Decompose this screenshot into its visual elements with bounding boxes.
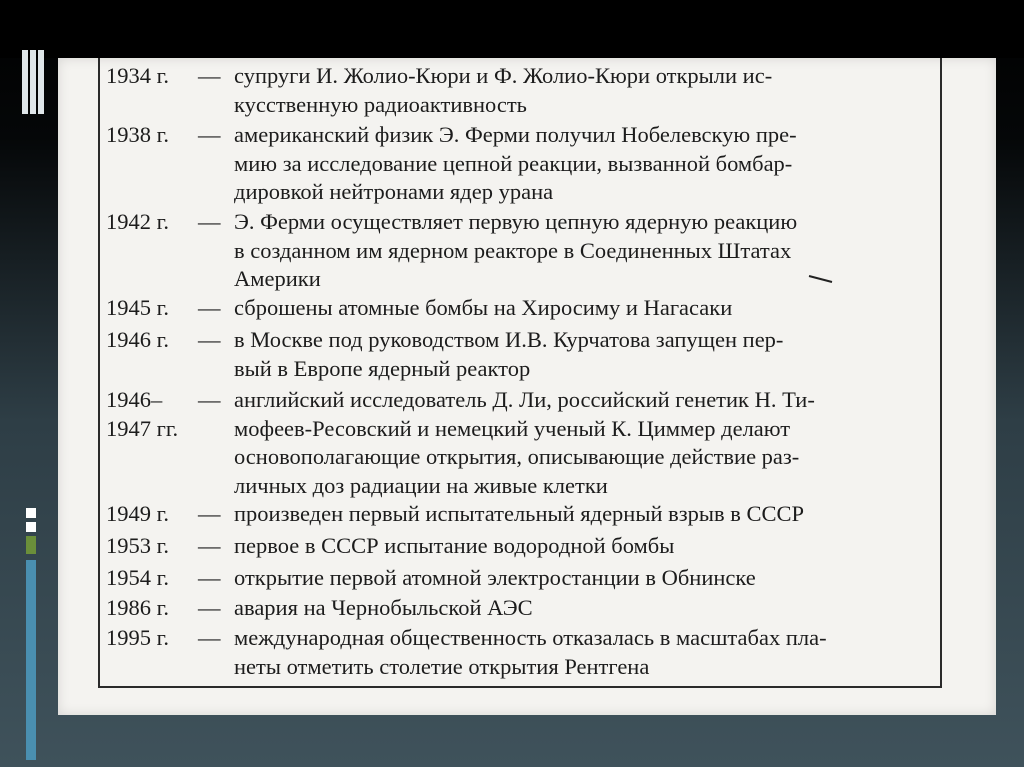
entry-description — [234, 532, 934, 561]
entry-dash: — — [198, 625, 221, 650]
entry-dash: — — [198, 565, 221, 590]
entry-year — [106, 62, 192, 91]
entry-description — [234, 62, 934, 119]
entry-year — [106, 594, 192, 623]
entry-year-line: 1946 г. — [106, 327, 169, 352]
entry-year — [106, 208, 192, 237]
entry-year-line: 1938 г. — [106, 122, 169, 147]
entry-year — [106, 326, 192, 355]
entry-year-line: 1954 г. — [106, 565, 169, 590]
entry-dash: — — [198, 122, 221, 147]
entry-description — [234, 326, 934, 383]
entry-text-line: произведен первый испытательный ядерный взрыв в СССР — [234, 501, 805, 526]
decor-square — [26, 522, 36, 532]
entry-year-line: 1934 г. — [106, 63, 169, 88]
entry-year — [106, 500, 192, 529]
entry-text-line: основополагающие открытия, описывающие действие раз- — [234, 444, 800, 469]
entry-text-line: мию за исследование цепной реакции, вызванной бомбар- — [234, 150, 793, 176]
entry-text-line: личных доз радиации на живые клетки — [234, 472, 608, 498]
entry-description — [234, 500, 934, 529]
entry-year — [106, 121, 192, 150]
entry-description — [234, 624, 934, 681]
entry-year — [106, 624, 192, 653]
entry-text-line: американский физик Э. Ферми получил Нобелевскую пре- — [234, 122, 797, 147]
entry-text-line: открытие первой атомной электростанции в Обнинске — [234, 565, 756, 590]
decor-stripe — [22, 50, 28, 114]
entry-description — [234, 386, 934, 500]
entry-description — [234, 294, 934, 323]
entry-dash: — — [198, 533, 221, 558]
entry-dash: — — [198, 595, 221, 620]
slide-decoration-left — [0, 0, 46, 767]
entry-year — [106, 294, 192, 323]
entry-dash: — — [198, 63, 221, 88]
entry-dash: — — [198, 209, 221, 234]
decor-bar-blue — [26, 560, 36, 760]
entry-text-line: авария на Чернобыльской АЭС — [234, 595, 533, 620]
decor-square — [26, 508, 36, 518]
entry-text-line: первое в СССР испытание водородной бомбы — [234, 533, 675, 558]
entry-text-line: английский исследователь Д. Ли, российский генетик Н. Ти- — [234, 387, 815, 412]
decor-stripe — [30, 50, 36, 114]
entry-year — [106, 386, 192, 443]
entry-text-line: международная общественность отказалась в масштабах пла- — [234, 625, 827, 650]
entry-year — [106, 532, 192, 561]
entry-text-line: в Москве под руководством И.В. Курчатова запущен пер- — [234, 327, 784, 352]
entry-dash: — — [198, 387, 221, 412]
entry-text-line: вый в Европе ядерный реактор — [234, 355, 531, 381]
entry-dash: — — [198, 327, 221, 352]
entry-year-line: 1945 г. — [106, 295, 169, 320]
entry-year-line: 1949 г. — [106, 501, 169, 526]
decor-stripe — [38, 50, 44, 114]
entry-year-line: 1947 гг. — [106, 415, 179, 441]
entry-year — [106, 564, 192, 593]
entry-text-line: Э. Ферми осуществляет первую цепную ядерную реакцию — [234, 209, 798, 234]
entry-text-line: Америки — [234, 266, 321, 291]
entry-text-line: дировкой нейтронами ядер урана — [234, 179, 554, 204]
entry-year-line: 1995 г. — [106, 625, 169, 650]
entry-text-line: в созданном им ядерном реакторе в Соединенных Штатах — [234, 237, 792, 263]
entry-dash: — — [198, 501, 221, 526]
entry-description — [234, 594, 934, 623]
entry-text-line: мофеев-Ресовский и немецкий ученый К. Циммер делают — [234, 415, 791, 441]
entry-description — [234, 564, 934, 593]
entry-year-line: 1946– — [106, 387, 163, 412]
decor-square-green — [26, 536, 36, 554]
entry-text-line: неты отметить столетие открытия Рентгена — [234, 653, 650, 679]
entry-year-line: 1953 г. — [106, 533, 169, 558]
pen-mark — [808, 274, 834, 284]
entry-text-line: супруги И. Жолио-Кюри и Ф. Жолио-Кюри открыли ис- — [234, 63, 773, 88]
entry-text-line: кусственную радиоактивность — [234, 91, 527, 117]
entry-text-line: сброшены атомные бомбы на Хиросиму и Нагасаки — [234, 295, 733, 320]
entry-year-line: 1942 г. — [106, 209, 169, 234]
entry-dash: — — [198, 295, 221, 320]
entry-year-line: 1986 г. — [106, 595, 169, 620]
top-black-band — [0, 0, 1024, 58]
entry-description — [234, 121, 934, 207]
